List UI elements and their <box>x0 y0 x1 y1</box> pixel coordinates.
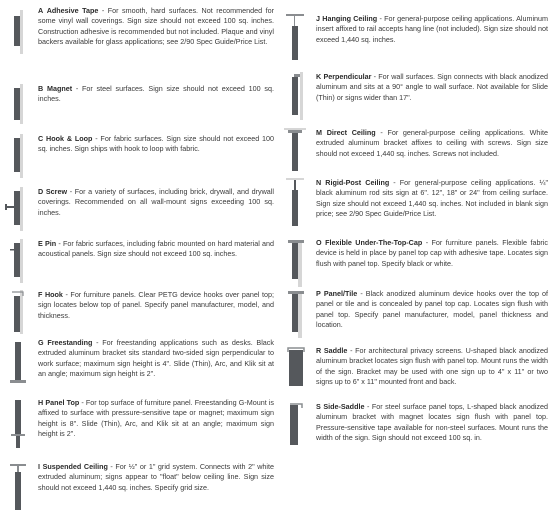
mount-name: Freestanding <box>47 338 93 347</box>
mount-name: Magnet <box>46 84 73 93</box>
suspended-ceiling-mount-icon <box>4 462 34 514</box>
mount-code: R <box>316 346 322 355</box>
mount-name: Screw <box>45 187 68 196</box>
mount-code: N <box>316 178 322 187</box>
mount-code: J <box>316 14 320 23</box>
screw-mount-icon <box>4 187 34 239</box>
mount-name: Suspended Ceiling <box>42 462 108 471</box>
mount-code: M <box>316 128 322 137</box>
flexible-top-cap-mount-icon <box>280 238 310 290</box>
mount-code: S <box>316 402 321 411</box>
mount-name: Hook <box>44 290 63 299</box>
mount-code: F <box>38 290 43 299</box>
mount-name: Flexible Under-The-Top-Cap <box>325 238 423 247</box>
side-saddle-mount-icon <box>280 402 310 454</box>
mount-description: - For smooth, hard surfaces. Not recommended for some vinyl wall coverings. Sign size should not exceed 100 sq. inches. Construction adhesive is recommended but not included. Plaque and vinyl backers available for glass applications; see 2/90 Spec Guide/Price List. <box>38 6 275 47</box>
mount-code: I <box>38 462 40 471</box>
mount-description: - For top surface of furniture panel. Freestanding G-Mount is affixed to surface with pressure-sensitive tape or magnet; maximum sign height is 8". Slide (Thin), Arc, and Klik sit at an angle; maximum sign height is 2". <box>38 398 275 439</box>
hook-and-loop-mount-icon <box>4 134 34 186</box>
mount-name: Pin <box>44 239 57 248</box>
mount-description: - For steel surfaces. Sign size should not exceed 100 sq. inches. <box>38 84 274 104</box>
mount-description: - For fabric surfaces. Sign size should not exceed 100 sq. inches. Sign ships with hook to loop with fabric. <box>38 134 274 154</box>
mount-description: - For a variety of surfaces, including brick, drywall, and drywall coverings. Recommended on all wall-mount signs exceeding 100 sq. inches. <box>38 187 274 217</box>
mount-code: P <box>316 289 321 298</box>
rigid-post-ceiling-mount-icon <box>280 178 310 230</box>
mount-description: - Black anodized aluminum device hooks over the top of panel or tile and is concealed by panel top cap. Locates sign flush with panel top. Specify panel manufacturer, model, panel thickness and location. <box>316 289 549 330</box>
mount-code: G <box>38 338 44 347</box>
mount-description: - For ½" or 1" grid system. Connects with 2" white extruded aluminum; signs appear to "float" below ceiling line. Sign size should not exceed 1,440 sq. inches. Specify grid size. <box>38 462 274 492</box>
panel-tile-mount-icon <box>280 289 310 341</box>
mount-name: Perpendicular <box>323 72 372 81</box>
mount-name: Panel Top <box>45 398 80 407</box>
mount-code: K <box>316 72 322 81</box>
mount-name: Saddle <box>323 346 348 355</box>
mount-description: - For wall surfaces. Sign connects with black anodized aluminum and sits at a 90° angle to wall surface. Not available for Slide (Thin) or signs wider than 17". <box>316 72 549 102</box>
mount-description: - For steel surface panel tops, L-shaped black anodized aluminum bracket with magnet locates sign flush with panel top. Pressure-sensitive tape available for non-steel surfaces. Mount runs the width of the sign. Sign should not exceed 100 sq. in. <box>316 402 549 443</box>
mount-name: Side-Saddle <box>323 402 365 411</box>
mount-name: Direct Ceiling <box>326 128 376 137</box>
mount-code: C <box>38 134 44 143</box>
freestanding-mount-icon <box>4 338 34 390</box>
hanging-ceiling-mount-icon <box>280 14 310 66</box>
mount-description: - For general-purpose ceiling applications. ¼" black aluminum rod sits sign at 6". 12", 18" or 24" from ceiling surface. Sign size should not exceed 1,440 sq. inches. Not included in blank sign price; see 2/90 Spec Guide/Price List. <box>316 178 548 219</box>
mount-code: H <box>38 398 44 407</box>
mount-name: Rigid-Post Ceiling <box>325 178 390 187</box>
mount-code: A <box>38 6 44 15</box>
pin-mount-icon <box>4 239 34 291</box>
magnet-mount-icon <box>4 84 34 136</box>
mount-name: Adhesive Tape <box>46 6 99 15</box>
adhesive-tape-mount-icon <box>4 6 34 58</box>
mount-code: O <box>316 238 322 247</box>
direct-ceiling-mount-icon <box>280 128 310 180</box>
mount-description: - For architectural privacy screens. U-shaped black anodized aluminum bracket locates sign flush with panel top. Mount runs the width of the sign. Bracket may be used with one sign up to 4" x 11" or two signs up to 6" x 11" mounted front and back. <box>316 346 548 387</box>
mount-description: - For furniture panels. Flexible fabric device is held in place by panel top cap with adhesive tape. Locates sign flush with panel top. Specify black or white. <box>316 238 549 268</box>
panel-top-mount-icon <box>4 398 34 450</box>
right-column <box>276 0 552 520</box>
mount-description: - For furniture panels. Clear PETG device hooks over panel top; sign locates below top of panel. Specify panel manufacturer, model, and thickness. <box>38 290 274 320</box>
mount-description: - For fabric surfaces, including fabric mounted on hard material and acoustical panels. Sign size should not exceed 100 sq. inches. <box>38 239 274 259</box>
mount-code: D <box>38 187 44 196</box>
mount-name: Hook & Loop <box>46 134 93 143</box>
hook-mount-icon <box>4 290 34 342</box>
mount-code: B <box>38 84 44 93</box>
mount-description: - For general-purpose ceiling applications. Aluminum insert affixed to rail accepts hang line (not included). Sign size should not exceed 1,440 sq. inches. <box>316 14 549 44</box>
saddle-mount-icon <box>280 346 310 398</box>
mount-name: Panel/Tile <box>323 289 358 298</box>
mount-name: Hanging Ceiling <box>322 14 378 23</box>
perpendicular-mount-icon <box>280 72 310 124</box>
mount-description: - For general-purpose ceiling applications. White extruded aluminum bracket affixes to ceiling with screws. Sign size should not exceed 1,440 sq. inches. Screws not included. <box>316 128 548 158</box>
mount-code: E <box>38 239 43 248</box>
mount-description: - For freestanding applications such as desks. Black extruded aluminum bracket sits standard two-sided sign perpendicular to work surface; maximum sign height is 4". Slide (Thin), Arc, and Klik sit at an angle; maximum sign height is 2". <box>38 338 274 379</box>
